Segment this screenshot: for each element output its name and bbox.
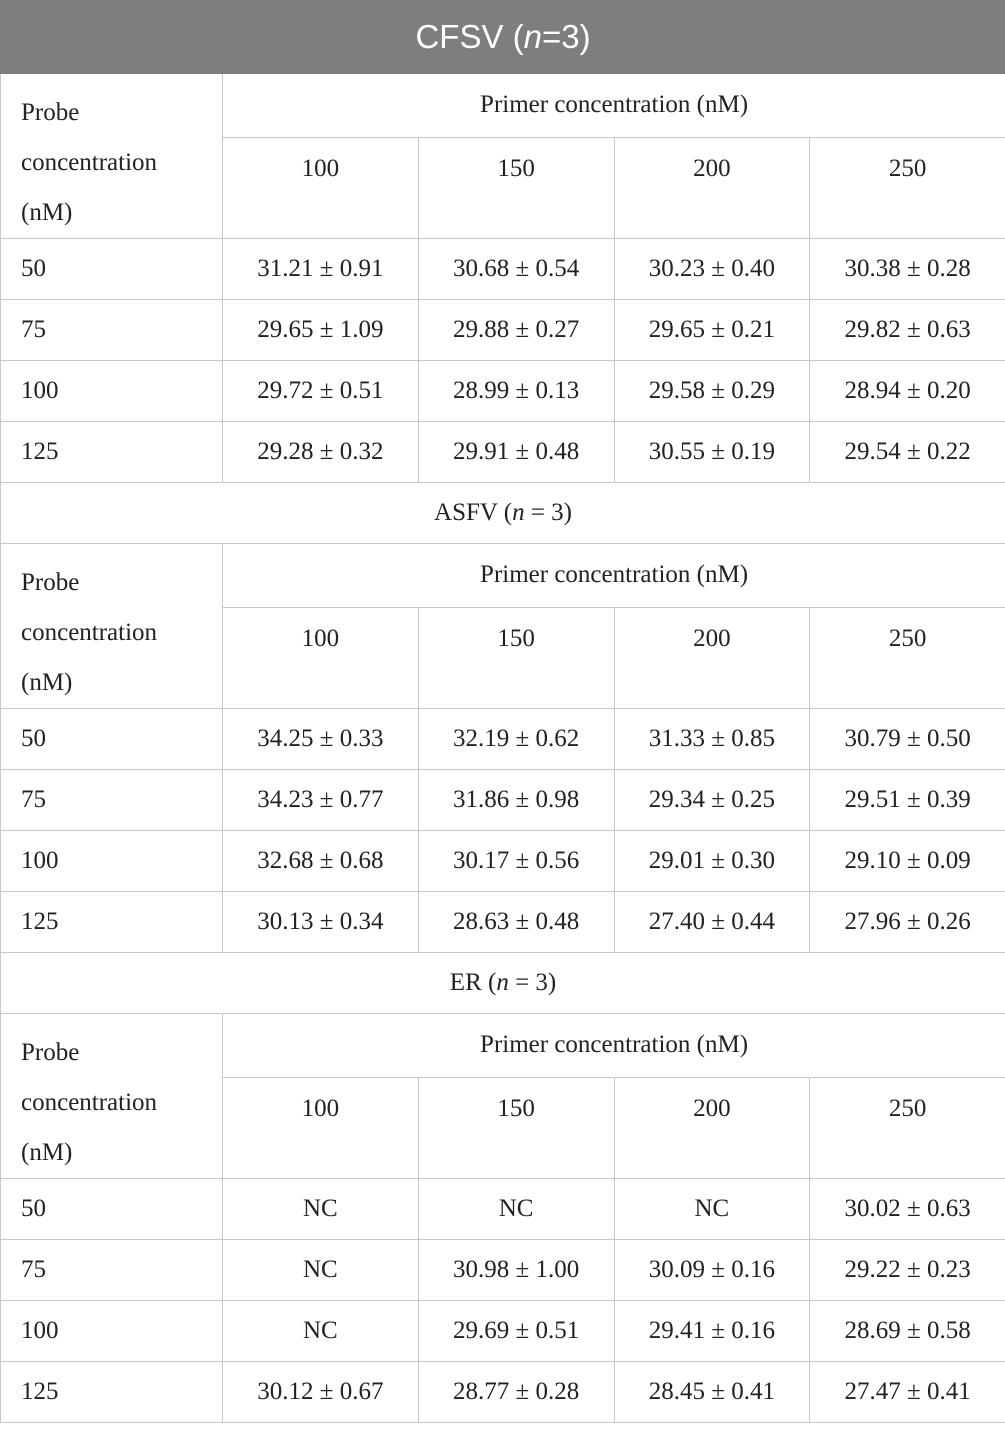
table-row xyxy=(1,831,1005,892)
primer-conc-100: 100 xyxy=(223,137,419,238)
section-title-er: ER (n = 3) xyxy=(1,953,1005,1014)
table-cell: 32.68 ± 0.68 xyxy=(223,831,419,892)
table-cell: 29.51 ± 0.39 xyxy=(810,770,1005,831)
table-row xyxy=(1,1240,1005,1301)
primer-conc-100: 100 xyxy=(223,607,419,708)
table-cell: 31.86 ± 0.98 xyxy=(418,770,614,831)
table-row xyxy=(1,1301,1005,1362)
section-title-cfsv: CFSV (n=3) xyxy=(1,1,1005,74)
table-cell: 30.09 ± 0.16 xyxy=(614,1240,810,1301)
table-cell: 28.77 ± 0.28 xyxy=(418,1362,614,1423)
table-cell: 28.63 ± 0.48 xyxy=(418,892,614,953)
table-cell: 30.02 ± 0.63 xyxy=(810,1179,1005,1240)
table-cell: 28.69 ± 0.58 xyxy=(810,1301,1005,1362)
table-cell: 27.47 ± 0.41 xyxy=(810,1362,1005,1423)
table-cell: 29.88 ± 0.27 xyxy=(418,300,614,361)
table-cell: 30.68 ± 0.54 xyxy=(418,239,614,300)
table-cell: 29.58 ± 0.29 xyxy=(614,361,810,422)
table-cell: 29.91 ± 0.48 xyxy=(418,422,614,483)
table-cell: 29.28 ± 0.32 xyxy=(223,422,419,483)
primer-conc-150: 150 xyxy=(418,607,614,708)
primer-conc-250: 250 xyxy=(810,607,1005,708)
table-cell: NC xyxy=(223,1179,419,1240)
header-row xyxy=(1,74,1005,138)
table-cell: 29.65 ± 0.21 xyxy=(614,300,810,361)
table-cell: 30.17 ± 0.56 xyxy=(418,831,614,892)
probe-value: 100 xyxy=(1,1301,223,1362)
table-cell: 31.33 ± 0.85 xyxy=(614,709,810,770)
table-cell: 28.99 ± 0.13 xyxy=(418,361,614,422)
probe-value: 125 xyxy=(1,1362,223,1423)
primer-conc-150: 150 xyxy=(418,1077,614,1178)
probe-value: 100 xyxy=(1,831,223,892)
table-cell: 30.23 ± 0.40 xyxy=(614,239,810,300)
section-title-row-er xyxy=(1,953,1005,1014)
table-cell: 30.79 ± 0.50 xyxy=(810,709,1005,770)
section-title-asfv: ASFV (n = 3) xyxy=(1,483,1005,544)
table-cell: 29.10 ± 0.09 xyxy=(810,831,1005,892)
table-cell: NC xyxy=(223,1301,419,1362)
probe-concentration-header: Probe concentration (nM) xyxy=(1,1014,223,1179)
primer-conc-250: 250 xyxy=(810,1077,1005,1178)
table-cell: 30.55 ± 0.19 xyxy=(614,422,810,483)
table-cell: NC xyxy=(223,1240,419,1301)
table-cell: 32.19 ± 0.62 xyxy=(418,709,614,770)
table-cell: 30.12 ± 0.67 xyxy=(223,1362,419,1423)
table-cell: 27.96 ± 0.26 xyxy=(810,892,1005,953)
primer-concentration-header: Primer concentration (nM) xyxy=(223,544,1005,608)
table-cell: 29.65 ± 1.09 xyxy=(223,300,419,361)
table-row xyxy=(1,300,1005,361)
table-cell: 34.25 ± 0.33 xyxy=(223,709,419,770)
probe-value: 125 xyxy=(1,422,223,483)
probe-value: 100 xyxy=(1,361,223,422)
table-cell: NC xyxy=(418,1179,614,1240)
table-cell: 29.82 ± 0.63 xyxy=(810,300,1005,361)
table-row xyxy=(1,1362,1005,1423)
header-row xyxy=(1,1014,1005,1078)
table-cell: 28.45 ± 0.41 xyxy=(614,1362,810,1423)
primer-conc-100: 100 xyxy=(223,1077,419,1178)
section-title-row-cfsv xyxy=(1,1,1005,74)
table-row xyxy=(1,1179,1005,1240)
table-row xyxy=(1,709,1005,770)
probe-value: 50 xyxy=(1,239,223,300)
probe-value: 50 xyxy=(1,709,223,770)
probe-value: 50 xyxy=(1,1179,223,1240)
primer-conc-200: 200 xyxy=(614,607,810,708)
table-cell: 27.40 ± 0.44 xyxy=(614,892,810,953)
table-cell: 30.98 ± 1.00 xyxy=(418,1240,614,1301)
primer-conc-250: 250 xyxy=(810,137,1005,238)
primer-conc-150: 150 xyxy=(418,137,614,238)
probe-value: 75 xyxy=(1,300,223,361)
table-cell: 30.13 ± 0.34 xyxy=(223,892,419,953)
probe-value: 125 xyxy=(1,892,223,953)
table-cell: 30.38 ± 0.28 xyxy=(810,239,1005,300)
table-row xyxy=(1,770,1005,831)
table-cell: 28.94 ± 0.20 xyxy=(810,361,1005,422)
table-cell: 29.01 ± 0.30 xyxy=(614,831,810,892)
primer-conc-200: 200 xyxy=(614,1077,810,1178)
section-title-row-asfv xyxy=(1,483,1005,544)
probe-value: 75 xyxy=(1,1240,223,1301)
table-row xyxy=(1,422,1005,483)
table-cell: 29.69 ± 0.51 xyxy=(418,1301,614,1362)
table-row xyxy=(1,361,1005,422)
table-cell: 29.41 ± 0.16 xyxy=(614,1301,810,1362)
table-row xyxy=(1,892,1005,953)
primer-concentration-header: Primer concentration (nM) xyxy=(223,1014,1005,1078)
primer-conc-200: 200 xyxy=(614,137,810,238)
primer-concentration-header: Primer concentration (nM) xyxy=(223,74,1005,138)
table-cell: 29.72 ± 0.51 xyxy=(223,361,419,422)
header-row xyxy=(1,544,1005,608)
table-cell: 29.54 ± 0.22 xyxy=(810,422,1005,483)
probe-concentration-header: Probe concentration (nM) xyxy=(1,74,223,239)
table-cell: 29.22 ± 0.23 xyxy=(810,1240,1005,1301)
table-cell: 29.34 ± 0.25 xyxy=(614,770,810,831)
table-cell: 31.21 ± 0.91 xyxy=(223,239,419,300)
table-row xyxy=(1,239,1005,300)
probe-value: 75 xyxy=(1,770,223,831)
table-cell: NC xyxy=(614,1179,810,1240)
probe-concentration-header: Probe concentration (nM) xyxy=(1,544,223,709)
table-cell: 34.23 ± 0.77 xyxy=(223,770,419,831)
